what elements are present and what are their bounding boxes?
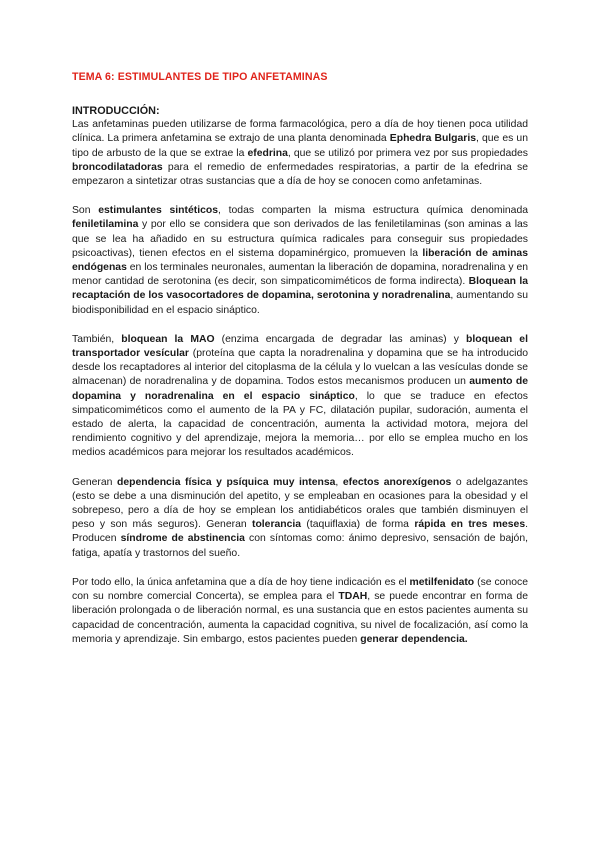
bold-text: dependencia física y psíquica muy intensa (116, 476, 336, 488)
bold-text: bloquean el transportador vesícular (72, 333, 528, 360)
document-body (72, 70, 528, 662)
text-run: . Producen (72, 519, 529, 545)
bold-text: metilfenidato (409, 576, 475, 588)
text-run: Las anfetaminas pueden utilizarse de forma farmacológica, pero a día de hoy tienen poca utilidad clínica. La primera anfetamina se extrajo de una planta denominada (72, 119, 528, 145)
text-run: , aumentando su biodisponibilidad en el espacio sináptico. (72, 290, 528, 316)
paragraph (72, 333, 528, 461)
bold-text: tolerancia (251, 519, 302, 531)
text-run: Por todo ello, la única anfetamina que a día de hoy tiene indicación es el (72, 576, 410, 588)
paragraph (72, 118, 528, 189)
paragraph (72, 576, 528, 647)
bold-text: Bloquean la recaptación de los vasocortadores de dopamina, serotonina y noradrenalina (72, 276, 529, 302)
text-run: para el remedio de enfermedades respiratorias, a partir de la efedrina se empezaron a sintetizar otras sustancias que a día de hoy se conocen como anfetaminas. (72, 161, 528, 188)
bold-text: estimulantes sintéticos (98, 205, 218, 217)
text-run: , lo que se traduce en efectos simpaticomiméticos como el aumento de la PA y FC, dilatación pupilar, sudoración, aumenta el estado de alerta, la capacidad de concentración, aumenta la actividad motora, mejora del rendimiento cognitivo y del aprendizaje, mejora la memoria… por ello se emplea mucho en los medios académicos para mejorar los resultados académicos. (72, 390, 528, 459)
text-run: Son (72, 205, 99, 217)
text-run: (proteína que capta la noradrenalina y dopamina que se ha introducido desde los recaptadores al interior del citoplasma de la célula y lo vuelcan a las vesículas donde se almacenan) de noradrenalina y de dopamina. Todos estos mecanismos producen un (72, 348, 529, 388)
bold-text: síndrome de abstinencia (120, 533, 245, 545)
text-run: , que se utilizó por primera vez por sus propiedades (287, 147, 528, 159)
text-run: , (335, 476, 343, 488)
text-run: Generan (72, 476, 117, 488)
bold-text: TDAH (338, 591, 368, 603)
bold-text: Ephedra Bulgaris (389, 133, 477, 145)
text-run: , se puede encontrar en forma de liberación prolongada o de liberación normal, es una sustancia que en estos pacientes aumenta su capacidad de concentración, aumenta la capacidad cognitiva, su nivel de focalización, así como la memoria y aprendizaje. Sin embargo, estos pacientes pueden (72, 591, 528, 645)
section-heading: INTRODUCCIÓN: (72, 105, 160, 118)
paragraph (72, 204, 528, 318)
document-title: TEMA 6: ESTIMULANTES DE TIPO ANFETAMINAS (72, 71, 328, 83)
text-run: También, (72, 333, 122, 345)
bold-text: efedrina (247, 147, 288, 159)
text-run: y por ello se considera que son derivados de las feniletilaminas (son aminas a las que se lea ha añadido en su estructura química radicales para conseguir sus propiedades psicoactivas), tienen efectos en el sistema dopaminérgico, promueven la (72, 219, 528, 259)
text-run: en los terminales neuronales, aumentan la liberación de dopamina, noradrenalina y en menor cantidad de serotonina (es decir, son simpaticomiméticos de forma indirecta). (72, 262, 528, 288)
bold-text: bloquean la MAO (121, 333, 215, 345)
paragraph (72, 476, 528, 561)
bold-text: broncodilatadoras (72, 161, 163, 173)
bold-text: efectos anorexígenos (342, 476, 452, 488)
text-run: , que es un tipo de arbusto de la que se extrae la (72, 133, 528, 159)
text-run: o adelgazantes (esto se debe a una disminución del apetito, y se empleaban en ocasiones para la obesidad y el sobrepeso, pero a día de hoy se emplean los antidiabéticos orales que también disminuyen el peso y son más seguros). Generan (72, 476, 528, 531)
bold-text: aumento de dopamina y noradrenalina en el espacio sináptico (72, 376, 529, 402)
bold-text: rápida en tres meses (414, 519, 526, 531)
bold-text: feniletilamina (72, 219, 139, 231)
text-run: (se conoce con su nombre comercial Concerta), se emplea para el (72, 576, 528, 603)
paragraph-list (72, 118, 528, 647)
text-run: (taquiflaxia) de forma (301, 519, 415, 531)
text-run: con síntomas como: ánimo depresivo, sensación de bajón, fatiga, apatía y trastornos del sueño. (72, 533, 528, 559)
text-run: , todas comparten la misma estructura química denominada (218, 205, 529, 217)
text-run: (enzima encargada de degradar las aminas) y (214, 333, 467, 345)
bold-text: generar dependencia. (360, 633, 468, 645)
bold-text: liberación de aminas endógenas (72, 247, 528, 274)
